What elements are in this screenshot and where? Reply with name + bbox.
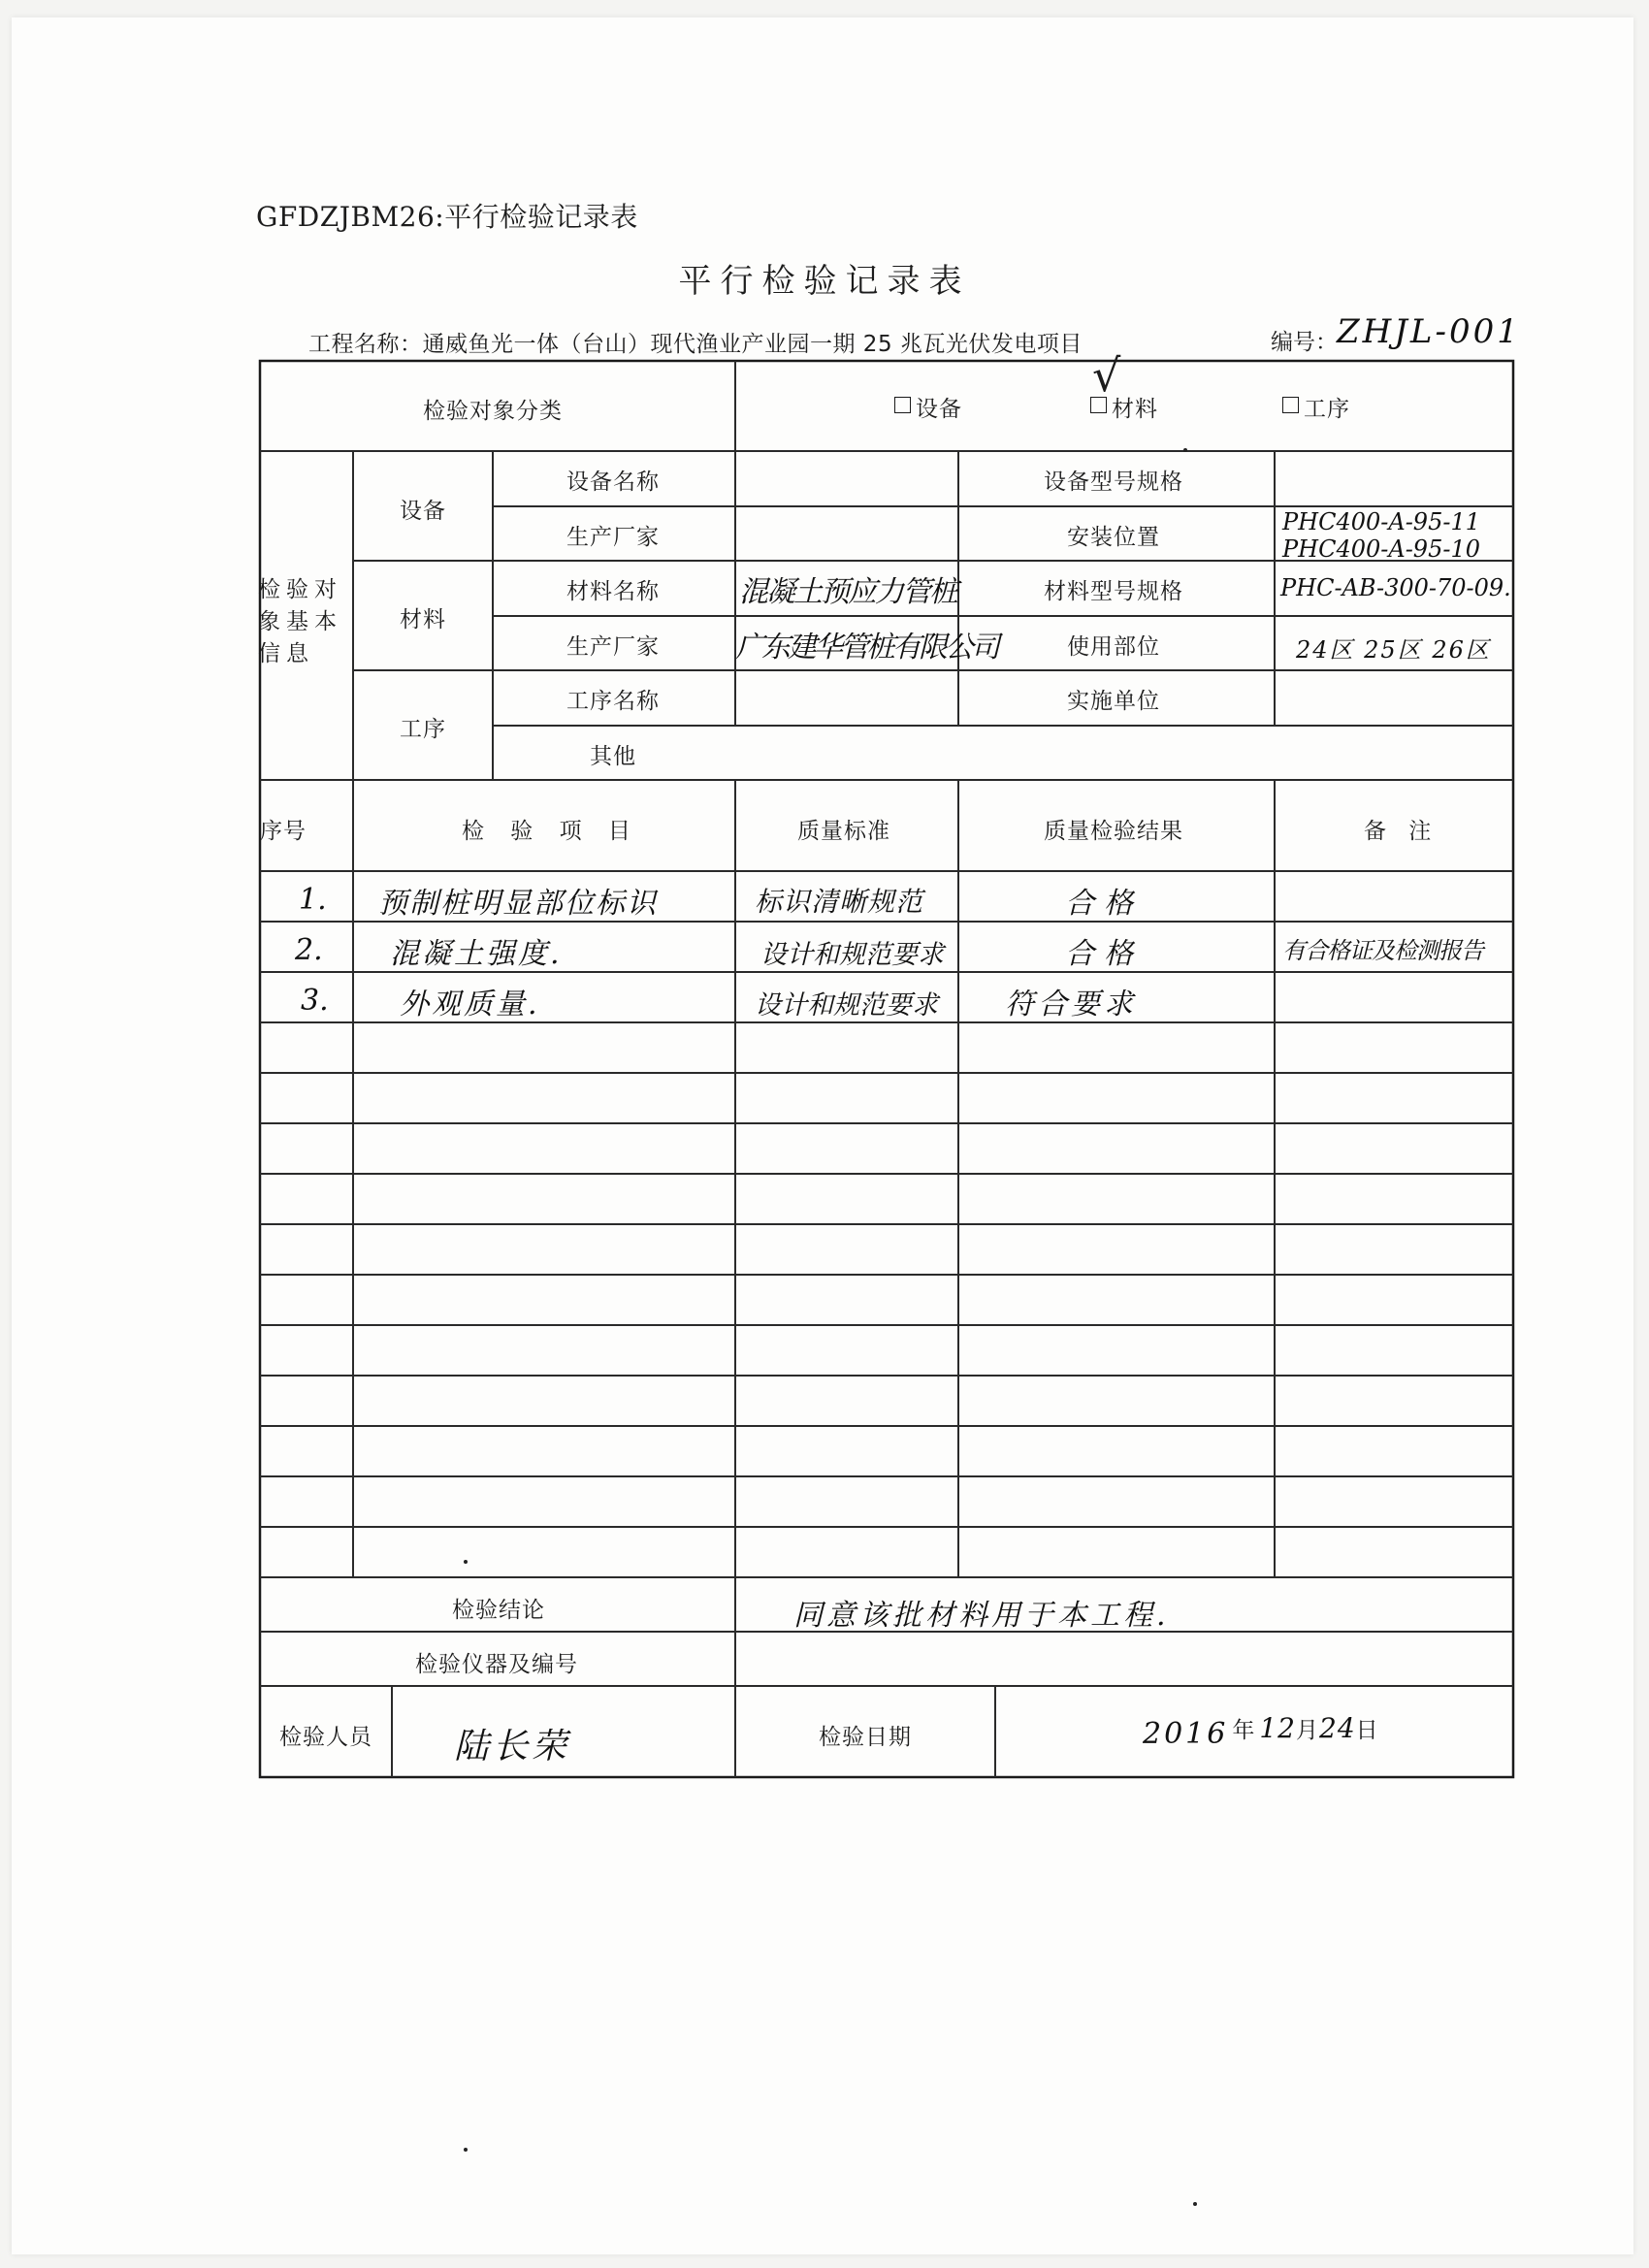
install-location-value-2: PHC400-A-95-10 xyxy=(1282,535,1480,563)
col-header-no: 序号 xyxy=(260,819,307,844)
install-location-label: 安装位置 xyxy=(1067,525,1160,550)
col-header-result: 质量检验结果 xyxy=(1044,819,1183,844)
row-2-remark: 有合格证及检测报告 xyxy=(1282,937,1483,964)
inspector-label: 检验人员 xyxy=(279,1725,372,1750)
conclusion-value: 同意该批材料用于本工程. xyxy=(793,1599,1170,1633)
row-2-result: 合格 xyxy=(1065,937,1143,971)
form-code: GFDZJBM26:平行检验记录表 xyxy=(256,201,638,233)
row-3-item: 外观质量. xyxy=(400,988,540,1021)
install-location-value-1: PHC400-A-95-11 xyxy=(1282,508,1480,535)
material-maker-value: 广东建华管桩有限公司 xyxy=(735,631,997,664)
date-label: 检验日期 xyxy=(819,1725,912,1750)
project-name: 通威鱼光一体（台山）现代渔业产业园一期 25 兆瓦光伏发电项目 xyxy=(422,332,1083,357)
scan-speck xyxy=(464,2148,468,2152)
group-process: 工序 xyxy=(400,717,446,742)
date-month: 12 xyxy=(1259,1712,1296,1744)
category-label: 检验对象分类 xyxy=(423,399,563,424)
row-3-no: 3. xyxy=(301,984,329,1018)
material-name-label: 材料名称 xyxy=(566,579,660,604)
row-1-result: 合格 xyxy=(1065,887,1143,921)
col-header-item: 检 验 项 目 xyxy=(462,819,640,844)
document-title: 平行检验记录表 xyxy=(678,262,971,301)
scan-speck xyxy=(464,1560,468,1564)
row-3-result: 符合要求 xyxy=(1005,988,1137,1021)
row-1-standard: 标识清晰规范 xyxy=(755,886,924,918)
check-mark-icon: √ xyxy=(1092,349,1121,402)
material-maker-label: 生产厂家 xyxy=(566,634,660,660)
material-model-value: PHC-AB-300-70-09. xyxy=(1280,574,1511,601)
info-section-label: 检验对象基本信息 xyxy=(258,577,342,666)
row-3-standard: 设计和规范要求 xyxy=(755,990,938,1021)
row-2-no: 2. xyxy=(295,933,323,967)
usage-value: 24区 25区 26区 xyxy=(1296,636,1491,664)
option-process-label: 工序 xyxy=(1304,397,1350,422)
date-day-unit: 日 xyxy=(1355,1718,1379,1743)
date-month-unit: 月 xyxy=(1296,1718,1319,1743)
inspection-date xyxy=(1143,1711,1379,1751)
group-equipment: 设备 xyxy=(400,499,446,524)
equipment-maker-label: 生产厂家 xyxy=(566,525,660,550)
row-1-no: 1. xyxy=(299,883,327,917)
date-year-unit: 年 xyxy=(1232,1718,1256,1743)
group-material: 材料 xyxy=(400,607,446,632)
checkbox-equipment[interactable] xyxy=(894,397,911,413)
serial-label: 编号： xyxy=(1271,330,1338,355)
row-1-item: 预制桩明显部位标识 xyxy=(378,887,658,921)
scan-speck xyxy=(1183,448,1187,452)
conclusion-label: 检验结论 xyxy=(452,1598,545,1623)
date-day: 24 xyxy=(1319,1712,1356,1744)
scan-speck xyxy=(1193,2202,1197,2206)
project-label: 工程名称： xyxy=(308,332,423,357)
equipment-model-label: 设备型号规格 xyxy=(1044,470,1183,495)
col-header-remark: 备 注 xyxy=(1364,819,1439,844)
inspector-signature: 陆长荣 xyxy=(454,1727,571,1766)
checkbox-process[interactable] xyxy=(1282,397,1299,413)
usage-label: 使用部位 xyxy=(1067,634,1160,660)
material-name-value: 混凝土预应力管桩 xyxy=(739,575,956,609)
date-year: 2016 xyxy=(1143,1717,1229,1751)
row-2-standard: 设计和规范要求 xyxy=(760,940,944,970)
implementer-label: 实施单位 xyxy=(1067,689,1160,714)
equipment-name-label: 设备名称 xyxy=(566,470,660,495)
option-equipment-label: 设备 xyxy=(916,397,962,422)
process-name-label: 工序名称 xyxy=(566,689,660,714)
row-2-item: 混凝土强度. xyxy=(390,937,563,971)
option-material-label: 材料 xyxy=(1112,397,1158,422)
col-header-standard: 质量标准 xyxy=(797,819,890,844)
other-label: 其他 xyxy=(590,744,636,769)
serial-number: ZHJL-001 xyxy=(1337,312,1521,351)
instrument-label: 检验仪器及编号 xyxy=(415,1652,578,1677)
material-model-label: 材料型号规格 xyxy=(1044,579,1183,604)
